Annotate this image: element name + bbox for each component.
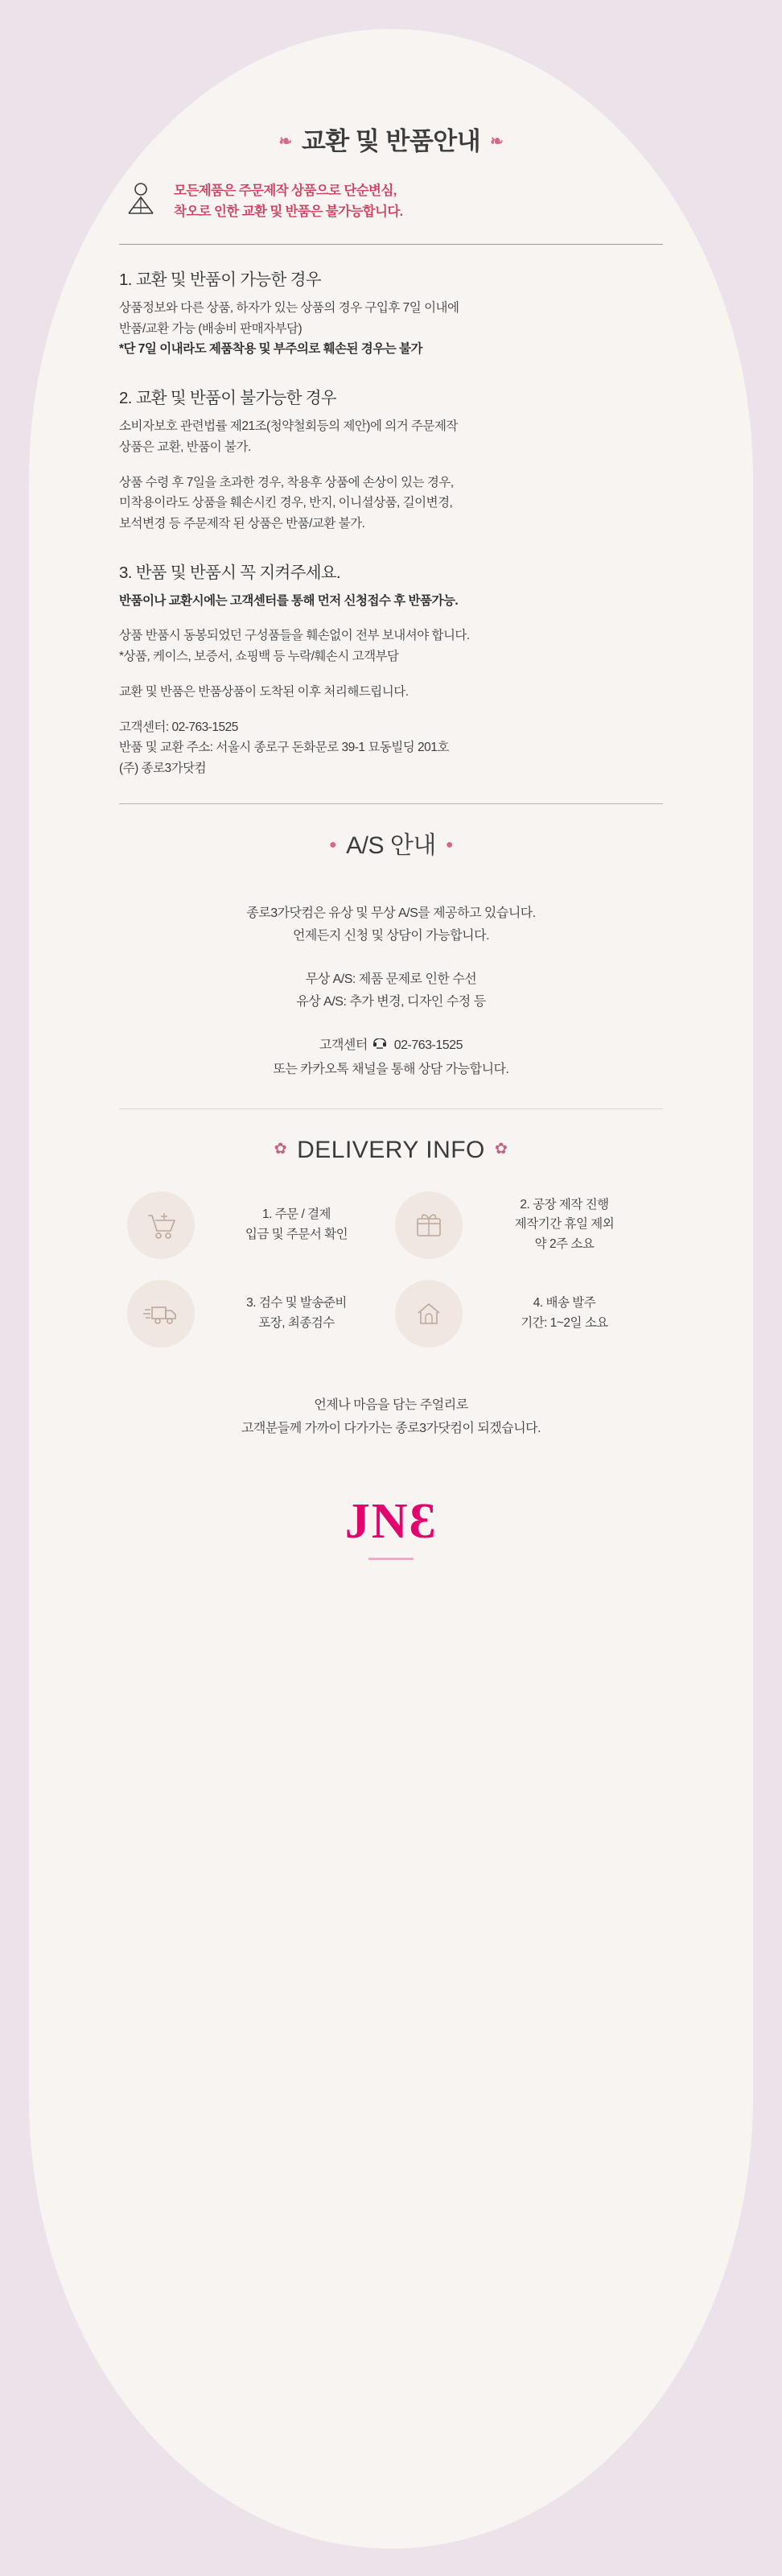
- section-1-line-2: 반품/교환 가능 (배송비 판매자부담): [119, 321, 303, 336]
- as-line-2: 언제든지 신청 및 상담이 가능합니다.: [292, 928, 490, 943]
- notice-line-1: 모든제품은 주문제작 상품으로 단순변심,: [174, 184, 397, 199]
- delivery-step-4-text: [474, 1294, 655, 1334]
- delivery-step-1-text: [206, 1205, 387, 1245]
- delivery-step-4: [395, 1280, 655, 1348]
- as-line-6: 또는 카카오톡 채널을 통해 상담 가능합니다.: [273, 1062, 509, 1076]
- section-1-line-1: 상품정보와 다른 상품, 하자가 있는 상품의 경우 구입후 7일 이내에: [119, 301, 459, 315]
- delivery-left-flower-icon: ✿: [274, 1140, 288, 1158]
- logo-text: JNƐ: [344, 1494, 438, 1550]
- section-2-line-1: 소비자보호 관련법률 제21조(청약철회등의 제안)에 의거 주문제작: [119, 419, 458, 434]
- exchange-section-3: [119, 559, 663, 779]
- as-line-3: 무상 A/S: 제품 문제로 인한 수선: [305, 972, 477, 986]
- as-phone-number: 02-763-1525: [393, 1038, 463, 1052]
- delivery-step-3-line-2: 포장, 최종검수: [258, 1315, 335, 1330]
- closing-message: [119, 1394, 663, 1441]
- divider-above-delivery: [119, 1108, 663, 1109]
- section-3-heading: 3. 반품 및 반품시 꼭 지켜주세요.: [119, 563, 340, 582]
- telephone-icon: [372, 1036, 387, 1059]
- delivery-step-2-line-3: 약 2주 소요: [534, 1237, 595, 1252]
- delivery-step-1-line-2: 입금 및 주문서 확인: [245, 1227, 348, 1241]
- delivery-step-4-line-1: 4. 배송 발주: [533, 1295, 596, 1310]
- section-2-line-3: 상품 수령 후 7일을 초과한 경우, 착용후 상품에 손상이 있는 경우,: [119, 475, 454, 489]
- home-icon: [395, 1280, 463, 1348]
- notice-banner: [119, 178, 663, 236]
- notice-text: [174, 181, 403, 222]
- delivery-right-flower-icon: ✿: [494, 1140, 508, 1158]
- customer-center-phone: 고객센터: 02-763-1525: [119, 720, 238, 734]
- divider-above-as: [119, 803, 663, 804]
- exchange-section-2: [119, 384, 663, 535]
- right-flower-icon: ❧: [490, 133, 504, 151]
- delivery-title-text: DELIVERY INFO: [297, 1136, 485, 1163]
- shopping-cart-icon: [127, 1191, 195, 1259]
- notice-line-2: 착오로 인한 교환 및 반품은 불가능합니다.: [174, 204, 403, 219]
- delivery-section-title: [119, 1137, 663, 1164]
- box-icon: [395, 1191, 463, 1259]
- section-1-heading: 1. 교환 및 반품이 가능한 경우: [119, 270, 321, 289]
- brand-logo: [119, 1496, 663, 1560]
- company-name: (주) 종로3가닷컴: [119, 762, 207, 776]
- section-3-line-3: 교환 및 반품은 반품상품이 도착된 이후 처리해드립니다.: [119, 684, 409, 699]
- as-line-4: 유상 A/S: 추가 변경, 디자인 수정 등: [296, 994, 486, 1009]
- exchange-title-text: 교환 및 반품안내: [301, 127, 481, 155]
- delivery-step-2: [395, 1191, 655, 1259]
- section-2-line-4: 미착용이라도 상품을 훼손시킨 경우, 반지, 이니셜상품, 길이변경,: [119, 496, 453, 510]
- exchange-section-1: [119, 266, 663, 360]
- as-title-text: A/S 안내: [346, 832, 436, 859]
- section-2-line-2: 상품은 교환, 반품이 불가.: [119, 440, 251, 454]
- left-flower-icon: ❧: [278, 133, 292, 151]
- section-3-bold: 반품이나 교환시에는 고객센터를 통해 먼저 신청접수 후 반품가능.: [119, 593, 459, 608]
- delivery-step-2-line-2: 제작기간 휴일 제외: [514, 1217, 615, 1232]
- exchange-section-title: [119, 121, 663, 157]
- delivery-step-1: [127, 1191, 387, 1259]
- logo-underline: [368, 1558, 414, 1560]
- as-section-title: [119, 825, 663, 861]
- content-column: [119, 121, 663, 1560]
- as-customer-center-line: [119, 1034, 663, 1059]
- closing-line-1: 언제나 마음을 담는 주얼리로: [314, 1397, 468, 1412]
- truck-icon: [127, 1280, 195, 1348]
- section-2-line-5: 보석변경 등 주문제작 된 상품은 반품/교환 불가.: [119, 517, 365, 531]
- as-line-1: 종로3가닷컴은 유상 및 무상 A/S를 제공하고 있습니다.: [246, 906, 536, 920]
- delivery-step-2-text: [474, 1195, 655, 1255]
- return-address: 반품 및 교환 주소: 서울시 종로구 돈화문로 39-1 묘동빌딩 201호: [119, 741, 449, 755]
- delivery-step-1-line-1: 1. 주문 / 결제: [261, 1207, 331, 1221]
- as-customer-center-label: 고객센터: [319, 1038, 368, 1052]
- delivery-step-2-line-1: 2. 공장 제작 진행: [520, 1197, 609, 1212]
- as-left-dot-icon: ●: [329, 837, 337, 852]
- delivery-step-3-line-1: 3. 검수 및 발송준비: [246, 1295, 347, 1310]
- divider-under-notice: [119, 244, 663, 245]
- section-2-heading: 2. 교환 및 반품이 불가능한 경우: [119, 389, 336, 408]
- delivery-steps: [119, 1191, 663, 1348]
- section-3-line-2: *상품, 케이스, 보증서, 쇼핑백 등 누락/훼손시 고객부담: [119, 650, 399, 664]
- delivery-step-3: [127, 1280, 387, 1348]
- delivery-step-4-line-2: 기간: 1~2일 소요: [521, 1315, 608, 1330]
- section-3-line-1: 상품 반품시 동봉되었던 구성품들을 훼손없이 전부 보내셔야 합니다.: [119, 629, 470, 643]
- section-1-line-3: *단 7일 이내라도 제품착용 및 부주의로 훼손된 경우는 불가: [119, 342, 422, 357]
- as-right-dot-icon: ●: [445, 837, 453, 852]
- person-warning-icon: [122, 181, 159, 223]
- as-body: [119, 881, 663, 1081]
- closing-line-2: 고객분들께 가까이 다가가는 종로3가닷컴이 되겠습니다.: [241, 1421, 541, 1435]
- delivery-step-3-text: [206, 1294, 387, 1334]
